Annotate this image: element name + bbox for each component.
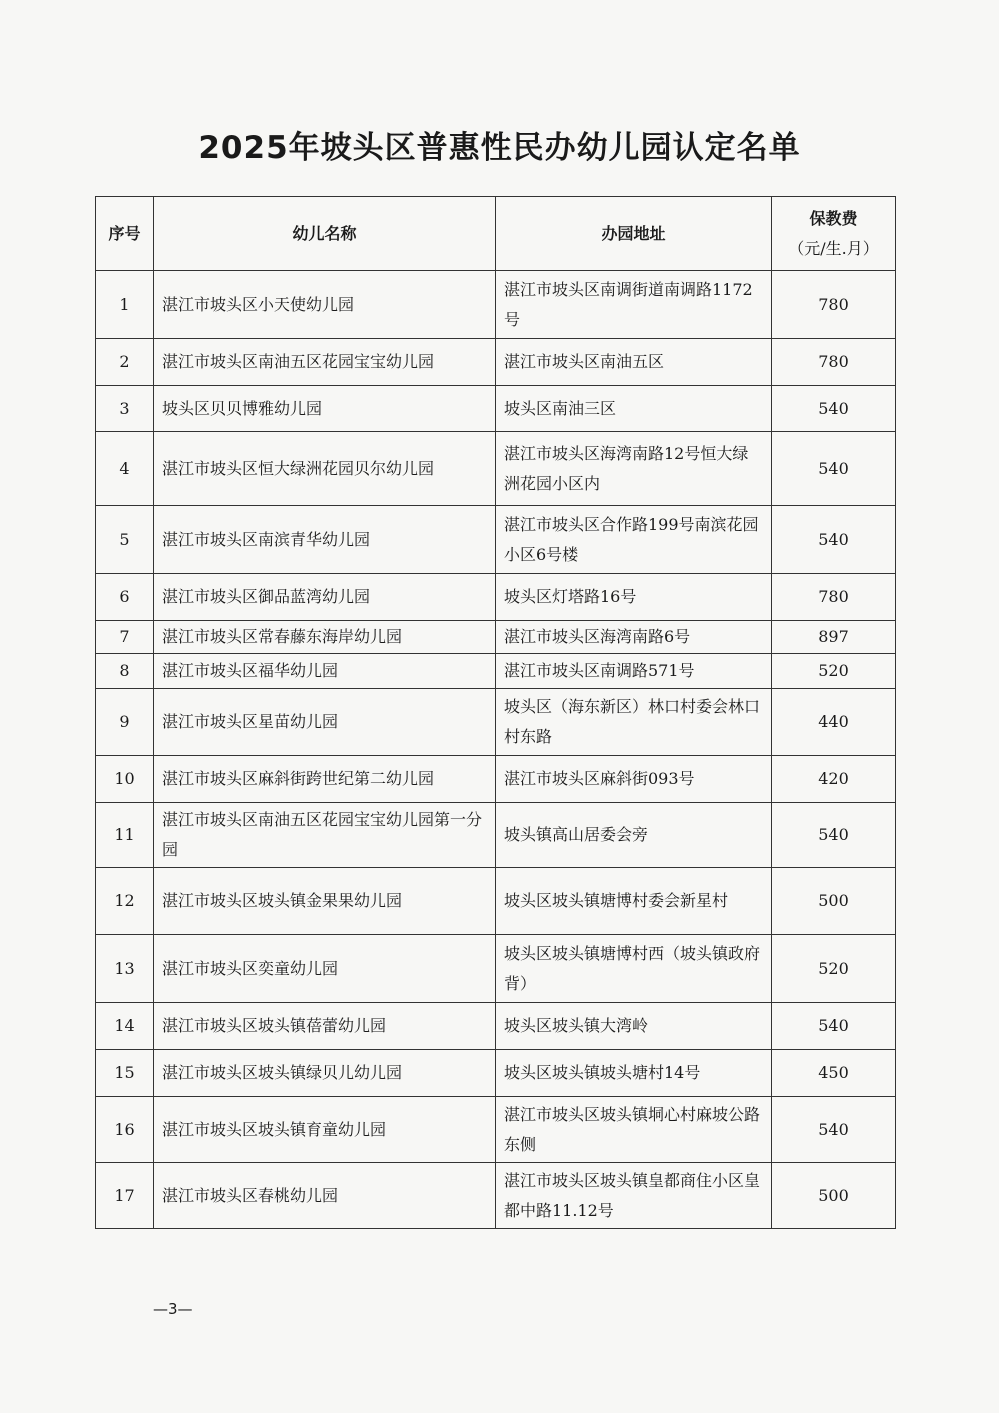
row-fee: 520 xyxy=(772,935,896,1003)
row-fee: 540 xyxy=(772,803,896,868)
table-row xyxy=(96,432,896,506)
row-fee: 500 xyxy=(772,868,896,935)
row-name: 湛江市坡头区坡头镇育童幼儿园 xyxy=(154,1097,496,1163)
row-seq: 15 xyxy=(96,1050,154,1097)
row-address: 坡头区灯塔路16号 xyxy=(496,574,772,621)
row-address: 湛江市坡头区南调路571号 xyxy=(496,654,772,689)
row-name: 湛江市坡头区南油五区花园宝宝幼儿园第一分园 xyxy=(154,803,496,868)
row-address: 坡头区南油三区 xyxy=(496,386,772,432)
page-number: —3— xyxy=(153,1300,193,1318)
row-fee: 520 xyxy=(772,654,896,689)
table-row xyxy=(96,621,896,654)
header-fee xyxy=(772,197,896,271)
table-row xyxy=(96,386,896,432)
row-name: 湛江市坡头区小天使幼儿园 xyxy=(154,271,496,339)
row-seq: 14 xyxy=(96,1003,154,1050)
row-seq: 3 xyxy=(96,386,154,432)
row-name: 湛江市坡头区恒大绿洲花园贝尔幼儿园 xyxy=(154,432,496,506)
row-fee: 540 xyxy=(772,432,896,506)
table-row xyxy=(96,271,896,339)
table-row xyxy=(96,1163,896,1229)
table-row xyxy=(96,935,896,1003)
table-row xyxy=(96,1050,896,1097)
row-fee: 540 xyxy=(772,386,896,432)
header-address: 办园地址 xyxy=(496,197,772,271)
row-name: 湛江市坡头区麻斜街跨世纪第二幼儿园 xyxy=(154,756,496,803)
row-seq: 9 xyxy=(96,689,154,756)
table-row xyxy=(96,339,896,386)
row-address: 坡头区坡头镇坡头塘村14号 xyxy=(496,1050,772,1097)
row-address: 湛江市坡头区麻斜街093号 xyxy=(496,756,772,803)
row-seq: 17 xyxy=(96,1163,154,1229)
header-name: 幼儿名称 xyxy=(154,197,496,271)
row-fee: 420 xyxy=(772,756,896,803)
table-row xyxy=(96,689,896,756)
table-row xyxy=(96,1097,896,1163)
table-header-row xyxy=(96,197,896,271)
row-name: 坡头区贝贝博雅幼儿园 xyxy=(154,386,496,432)
row-address: 坡头区坡头镇塘博村委会新星村 xyxy=(496,868,772,935)
row-fee: 897 xyxy=(772,621,896,654)
row-fee: 540 xyxy=(772,506,896,574)
table-row xyxy=(96,574,896,621)
row-seq: 13 xyxy=(96,935,154,1003)
row-seq: 8 xyxy=(96,654,154,689)
row-seq: 1 xyxy=(96,271,154,339)
row-name: 湛江市坡头区春桃幼儿园 xyxy=(154,1163,496,1229)
row-name: 湛江市坡头区福华幼儿园 xyxy=(154,654,496,689)
row-address: 湛江市坡头区坡头镇垌心村麻坡公路东侧 xyxy=(496,1097,772,1163)
row-seq: 5 xyxy=(96,506,154,574)
row-address: 坡头镇高山居委会旁 xyxy=(496,803,772,868)
row-name: 湛江市坡头区御品蓝湾幼儿园 xyxy=(154,574,496,621)
row-seq: 16 xyxy=(96,1097,154,1163)
row-seq: 7 xyxy=(96,621,154,654)
row-address: 湛江市坡头区坡头镇皇都商住小区皇都中路11.12号 xyxy=(496,1163,772,1229)
row-address: 坡头区坡头镇塘博村西（坡头镇政府背） xyxy=(496,935,772,1003)
row-address: 坡头区（海东新区）林口村委会林口村东路 xyxy=(496,689,772,756)
row-seq: 12 xyxy=(96,868,154,935)
row-name: 湛江市坡头区坡头镇绿贝儿幼儿园 xyxy=(154,1050,496,1097)
row-name: 湛江市坡头区坡头镇金果果幼儿园 xyxy=(154,868,496,935)
row-fee: 450 xyxy=(772,1050,896,1097)
table-row xyxy=(96,654,896,689)
header-fee-label: 保教费 xyxy=(809,208,858,228)
row-fee: 540 xyxy=(772,1097,896,1163)
row-address: 湛江市坡头区南油五区 xyxy=(496,339,772,386)
row-name: 湛江市坡头区星苗幼儿园 xyxy=(154,689,496,756)
row-address: 湛江市坡头区海湾南路12号恒大绿洲花园小区内 xyxy=(496,432,772,506)
row-seq: 4 xyxy=(96,432,154,506)
row-name: 湛江市坡头区南油五区花园宝宝幼儿园 xyxy=(154,339,496,386)
table-row xyxy=(96,506,896,574)
table-row xyxy=(96,1003,896,1050)
row-name: 湛江市坡头区常春藤东海岸幼儿园 xyxy=(154,621,496,654)
kindergarten-table xyxy=(95,196,896,1229)
row-fee: 540 xyxy=(772,1003,896,1050)
table-row xyxy=(96,868,896,935)
row-seq: 2 xyxy=(96,339,154,386)
row-seq: 6 xyxy=(96,574,154,621)
page-title: 2025年坡头区普惠性民办幼儿园认定名单 xyxy=(198,130,801,166)
row-fee: 780 xyxy=(772,271,896,339)
row-name: 湛江市坡头区坡头镇蓓蕾幼儿园 xyxy=(154,1003,496,1050)
row-seq: 11 xyxy=(96,803,154,868)
row-address: 湛江市坡头区南调街道南调路1172号 xyxy=(496,271,772,339)
row-address: 湛江市坡头区海湾南路6号 xyxy=(496,621,772,654)
row-fee: 500 xyxy=(772,1163,896,1229)
row-address: 湛江市坡头区合作路199号南滨花园小区6号楼 xyxy=(496,506,772,574)
row-fee: 780 xyxy=(772,574,896,621)
row-address: 坡头区坡头镇大湾岭 xyxy=(496,1003,772,1050)
table-row xyxy=(96,756,896,803)
row-name: 湛江市坡头区南滨青华幼儿园 xyxy=(154,506,496,574)
header-seq: 序号 xyxy=(96,197,154,271)
row-name: 湛江市坡头区奕童幼儿园 xyxy=(154,935,496,1003)
row-seq: 10 xyxy=(96,756,154,803)
row-fee: 440 xyxy=(772,689,896,756)
row-fee: 780 xyxy=(772,339,896,386)
header-fee-unit: （元/生.月） xyxy=(788,238,879,258)
table-row xyxy=(96,803,896,868)
